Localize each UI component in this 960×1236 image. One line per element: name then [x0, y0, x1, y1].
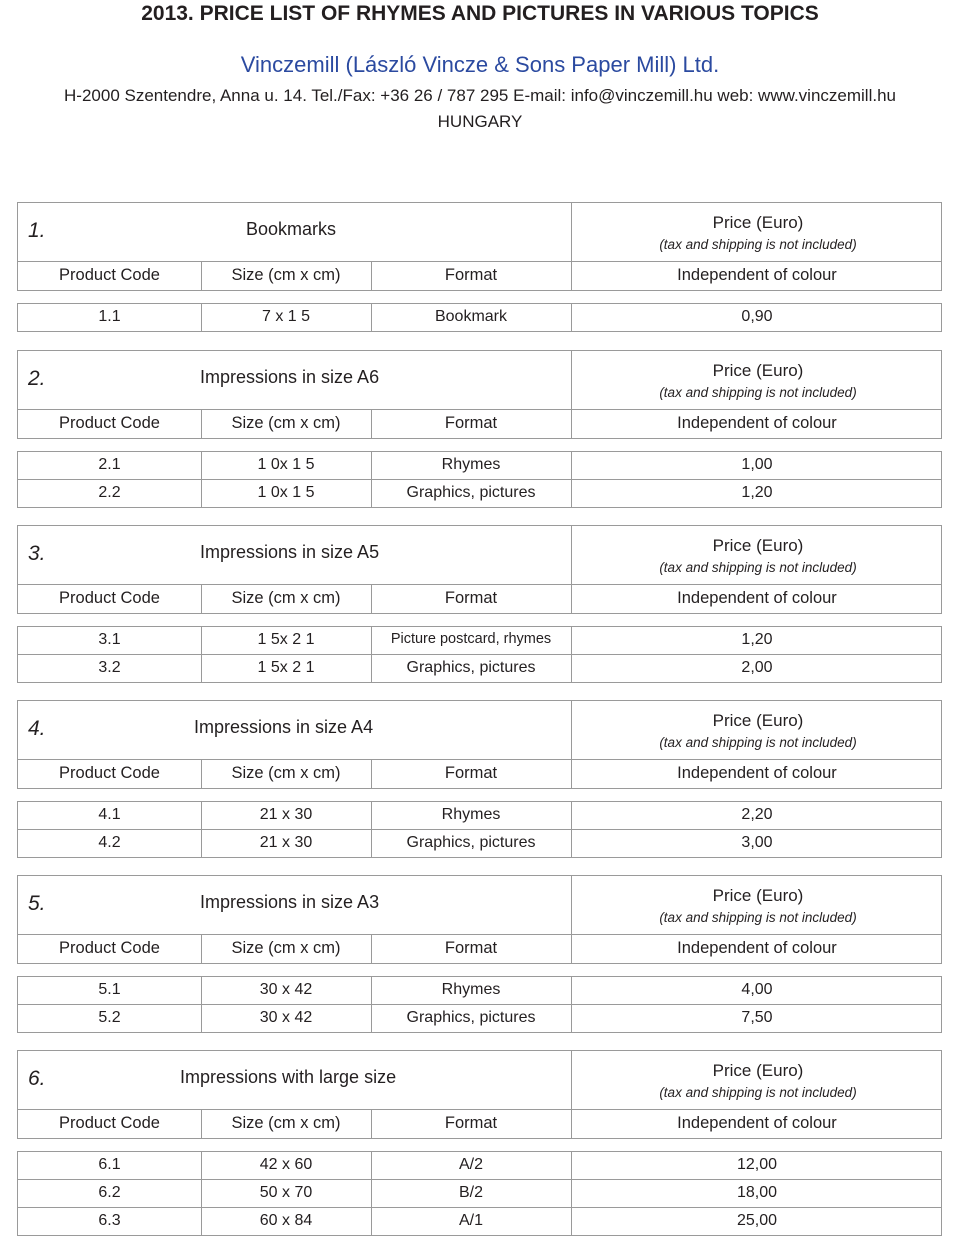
product-format: Rhymes — [441, 806, 501, 823]
column-divider — [571, 203, 572, 261]
column-divider — [571, 351, 572, 409]
column-divider — [371, 802, 372, 829]
section-header — [17, 875, 942, 935]
column-header-colour: Independent of colour — [677, 414, 837, 432]
product-size: 21 x 30 — [259, 834, 313, 851]
column-divider — [571, 1208, 572, 1235]
section-number: 4. — [28, 717, 46, 740]
price-note: (tax and shipping is not included) — [659, 1085, 857, 1100]
product-price: 7,50 — [741, 1009, 773, 1026]
section-name: Impressions in size A4 — [194, 717, 374, 737]
column-divider — [201, 627, 202, 654]
price-heading: Price (Euro) — [712, 361, 804, 380]
column-header-colour: Independent of colour — [677, 764, 837, 782]
table-row — [18, 1179, 941, 1207]
product-size: 30 x 42 — [259, 981, 313, 998]
column-divider — [571, 410, 572, 438]
column-divider — [571, 452, 572, 479]
product-format: B/2 — [458, 1184, 483, 1201]
section-number: 3. — [28, 542, 46, 565]
product-format: Picture postcard, rhymes — [390, 631, 552, 647]
column-header-size: Size (cm x cm) — [231, 939, 341, 957]
product-size: 1 5x 2 1 — [257, 659, 315, 676]
price-section — [17, 350, 942, 508]
column-divider — [571, 262, 572, 290]
column-divider — [371, 1110, 372, 1138]
product-code: 3.2 — [98, 659, 121, 676]
product-code: 6.2 — [98, 1184, 121, 1201]
table-row — [18, 304, 941, 331]
column-divider — [571, 1110, 572, 1138]
column-headers — [17, 760, 942, 789]
product-price: 4,00 — [741, 981, 773, 998]
product-price: 0,90 — [741, 308, 773, 325]
section-number: 5. — [28, 892, 46, 915]
column-divider — [571, 830, 572, 857]
section-name: Impressions in size A6 — [200, 367, 380, 387]
product-table — [17, 303, 942, 332]
column-header-format: Format — [444, 939, 498, 957]
product-code: 3.1 — [98, 631, 121, 648]
column-divider — [571, 1180, 572, 1207]
column-divider — [371, 480, 372, 507]
column-divider — [571, 760, 572, 788]
price-section — [17, 525, 942, 683]
section-header — [17, 350, 942, 410]
product-code: 4.2 — [98, 834, 121, 851]
column-header-colour: Independent of colour — [677, 266, 837, 284]
product-format: A/2 — [458, 1156, 483, 1173]
column-divider — [571, 977, 572, 1004]
column-header-size: Size (cm x cm) — [231, 414, 341, 432]
price-section — [17, 700, 942, 858]
column-divider — [571, 876, 572, 934]
price-note: (tax and shipping is not included) — [659, 385, 857, 400]
table-row — [18, 829, 941, 857]
column-divider — [371, 262, 372, 290]
product-size: 60 x 84 — [259, 1212, 313, 1229]
column-divider — [201, 830, 202, 857]
column-divider — [201, 977, 202, 1004]
column-divider — [571, 802, 572, 829]
company-name: Vinczemill (László Vincze & Sons Paper Mill) Ltd. — [240, 52, 720, 77]
column-header-size: Size (cm x cm) — [231, 266, 341, 284]
column-divider — [571, 701, 572, 759]
table-row — [18, 627, 941, 654]
column-header-size: Size (cm x cm) — [231, 589, 341, 607]
product-price: 3,00 — [741, 834, 773, 851]
product-format: Graphics, pictures — [406, 1009, 536, 1026]
column-header-format: Format — [444, 764, 498, 782]
column-header-format: Format — [444, 266, 498, 284]
column-header-size: Size (cm x cm) — [231, 764, 341, 782]
column-divider — [571, 1005, 572, 1032]
column-divider — [201, 452, 202, 479]
column-header-colour: Independent of colour — [677, 589, 837, 607]
column-divider — [201, 480, 202, 507]
column-divider — [371, 585, 372, 613]
product-format: Rhymes — [441, 456, 501, 473]
column-divider — [201, 1208, 202, 1235]
section-number: 6. — [28, 1067, 46, 1090]
product-format: Rhymes — [441, 981, 501, 998]
table-row — [18, 479, 941, 507]
column-header-code: Product Code — [59, 266, 160, 284]
product-table — [17, 976, 942, 1033]
column-divider — [201, 1152, 202, 1179]
product-size: 50 x 70 — [259, 1184, 313, 1201]
column-header-colour: Independent of colour — [677, 939, 837, 957]
column-header-code: Product Code — [59, 1114, 160, 1132]
column-divider — [201, 1180, 202, 1207]
column-divider — [371, 977, 372, 1004]
column-divider — [371, 304, 372, 331]
column-divider — [371, 655, 372, 682]
product-price: 1,20 — [741, 631, 773, 648]
column-divider — [201, 1005, 202, 1032]
product-price: 12,00 — [736, 1156, 778, 1173]
section-name: Bookmarks — [246, 219, 337, 239]
product-price: 2,20 — [741, 806, 773, 823]
price-section — [17, 1050, 942, 1236]
column-header-code: Product Code — [59, 939, 160, 957]
product-size: 30 x 42 — [259, 1009, 313, 1026]
column-divider — [201, 655, 202, 682]
product-code: 1.1 — [98, 308, 121, 325]
section-name: Impressions with large size — [180, 1067, 397, 1087]
price-note: (tax and shipping is not included) — [659, 910, 857, 925]
price-heading: Price (Euro) — [712, 213, 804, 232]
product-table — [17, 1151, 942, 1236]
price-section — [17, 202, 942, 332]
column-divider — [371, 1180, 372, 1207]
price-heading: Price (Euro) — [712, 1061, 804, 1080]
product-code: 2.2 — [98, 484, 121, 501]
column-header-format: Format — [444, 589, 498, 607]
price-note: (tax and shipping is not included) — [659, 560, 857, 575]
product-table — [17, 801, 942, 858]
price-heading: Price (Euro) — [712, 886, 804, 905]
product-code: 6.3 — [98, 1212, 121, 1229]
table-row — [18, 977, 941, 1004]
column-divider — [371, 452, 372, 479]
company-address: H-2000 Szentendre, Anna u. 14. Tel./Fax: +36 26 / 787 295 E-mail: info@vinczemill.hu web: www.vinczemill.hu — [64, 86, 896, 105]
column-divider — [371, 627, 372, 654]
column-divider — [571, 1152, 572, 1179]
column-divider — [201, 935, 202, 963]
product-size: 1 0x 1 5 — [257, 456, 315, 473]
column-divider — [571, 526, 572, 584]
column-divider — [201, 1110, 202, 1138]
column-divider — [371, 760, 372, 788]
product-format: Graphics, pictures — [406, 834, 536, 851]
product-size: 7 x 1 5 — [261, 308, 311, 325]
product-format: Bookmark — [434, 308, 508, 325]
price-note: (tax and shipping is not included) — [659, 735, 857, 750]
product-price: 1,00 — [741, 456, 773, 473]
product-code: 4.1 — [98, 806, 121, 823]
table-row — [18, 1152, 941, 1179]
column-header-size: Size (cm x cm) — [231, 1114, 341, 1132]
column-headers — [17, 262, 942, 291]
product-code: 2.1 — [98, 456, 121, 473]
column-divider — [571, 627, 572, 654]
price-heading: Price (Euro) — [712, 536, 804, 555]
column-headers — [17, 935, 942, 964]
product-price: 1,20 — [741, 484, 773, 501]
column-divider — [201, 410, 202, 438]
price-section — [17, 875, 942, 1033]
product-price: 25,00 — [736, 1212, 778, 1229]
column-header-format: Format — [444, 1114, 498, 1132]
column-divider — [371, 1152, 372, 1179]
section-header — [17, 202, 942, 262]
column-divider — [371, 1208, 372, 1235]
column-header-format: Format — [444, 414, 498, 432]
section-name: Impressions in size A5 — [200, 542, 380, 562]
table-row — [18, 802, 941, 829]
column-headers — [17, 1110, 942, 1139]
product-format: A/1 — [458, 1212, 483, 1229]
price-heading: Price (Euro) — [712, 711, 804, 730]
column-divider — [201, 585, 202, 613]
product-code: 5.2 — [98, 1009, 121, 1026]
product-price: 18,00 — [736, 1184, 778, 1201]
column-divider — [201, 802, 202, 829]
product-table — [17, 626, 942, 683]
column-headers — [17, 585, 942, 614]
section-header — [17, 700, 942, 760]
column-divider — [571, 585, 572, 613]
column-divider — [571, 304, 572, 331]
table-row — [18, 1207, 941, 1235]
section-header — [17, 1050, 942, 1110]
page-title: 2013. PRICE LIST OF RHYMES AND PICTURES IN VARIOUS TOPICS — [141, 2, 819, 25]
column-header-code: Product Code — [59, 414, 160, 432]
table-row — [18, 452, 941, 479]
product-size: 21 x 30 — [259, 806, 313, 823]
table-row — [18, 1004, 941, 1032]
column-divider — [201, 304, 202, 331]
column-divider — [201, 760, 202, 788]
product-price: 2,00 — [741, 659, 773, 676]
product-code: 5.1 — [98, 981, 121, 998]
column-divider — [371, 935, 372, 963]
column-header-code: Product Code — [59, 589, 160, 607]
column-divider — [201, 262, 202, 290]
product-size: 1 5x 2 1 — [257, 631, 315, 648]
column-divider — [371, 410, 372, 438]
column-header-code: Product Code — [59, 764, 160, 782]
section-number: 1. — [28, 219, 46, 242]
product-size: 42 x 60 — [259, 1156, 313, 1173]
product-size: 1 0x 1 5 — [257, 484, 315, 501]
column-divider — [571, 935, 572, 963]
column-divider — [371, 1005, 372, 1032]
product-table — [17, 451, 942, 508]
product-format: Graphics, pictures — [406, 484, 536, 501]
column-divider — [371, 830, 372, 857]
column-divider — [571, 1051, 572, 1109]
column-divider — [571, 655, 572, 682]
product-code: 6.1 — [98, 1156, 121, 1173]
section-name: Impressions in size A3 — [200, 892, 380, 912]
section-number: 2. — [28, 367, 46, 390]
column-headers — [17, 410, 942, 439]
section-header — [17, 525, 942, 585]
company-country: HUNGARY — [437, 112, 523, 131]
price-note: (tax and shipping is not included) — [659, 237, 857, 252]
column-header-colour: Independent of colour — [677, 1114, 837, 1132]
column-divider — [571, 480, 572, 507]
product-format: Graphics, pictures — [406, 659, 536, 676]
table-row — [18, 654, 941, 682]
